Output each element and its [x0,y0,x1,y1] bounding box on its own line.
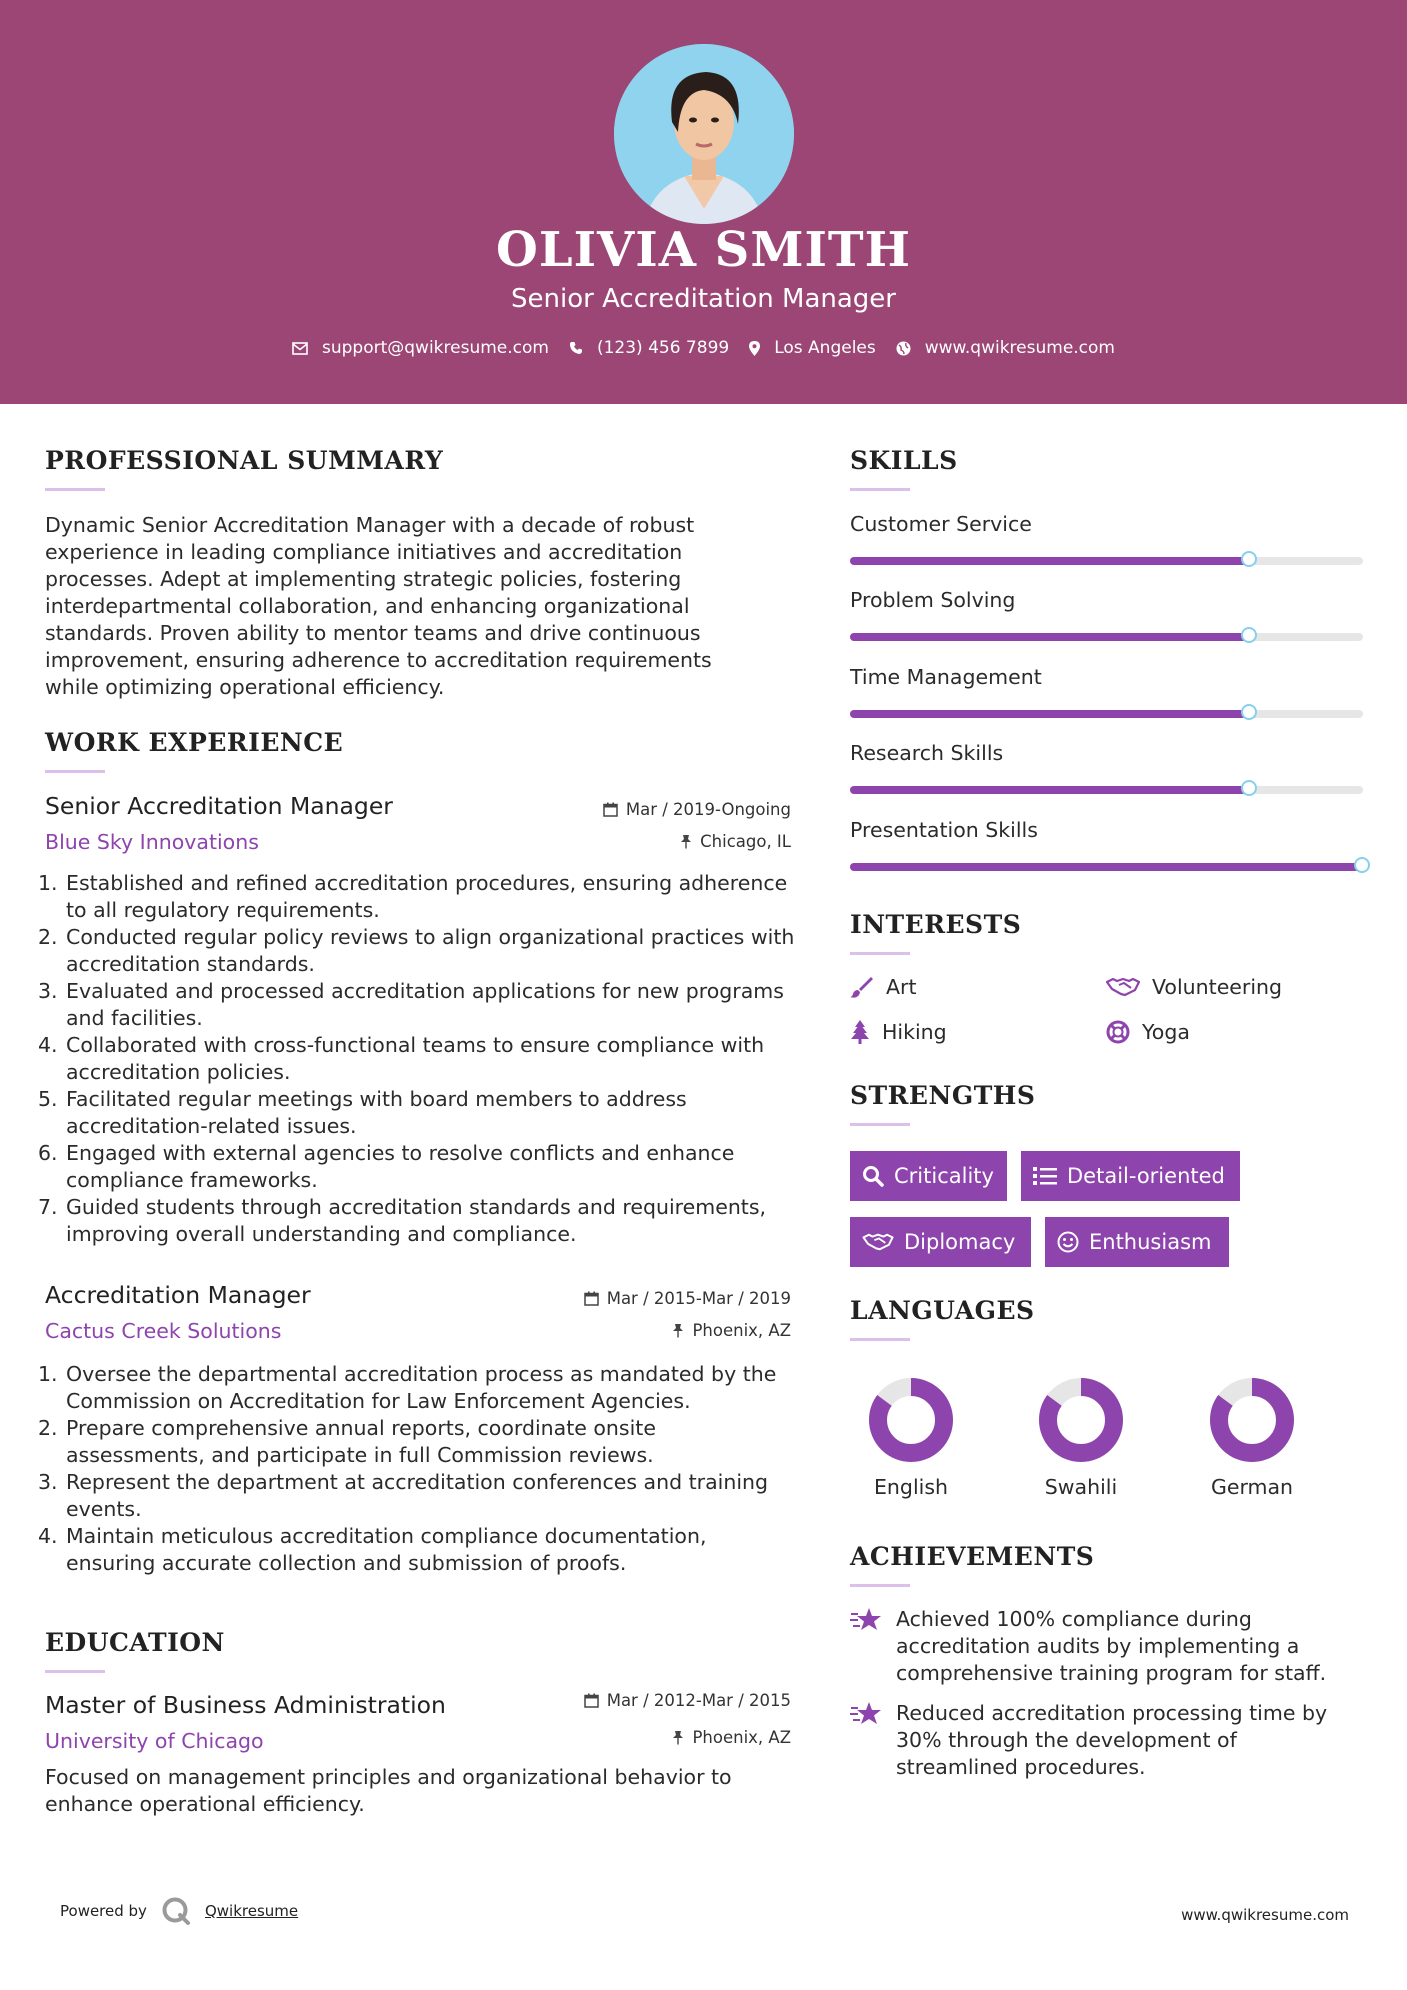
language-label: German [1210,1475,1294,1499]
contact-email-text: support@qwikresume.com [322,338,549,358]
skill-bar-fill [850,633,1250,641]
bullet-text: Facilitated regular meetings with board members to address accreditation-related issues. [66,1087,687,1138]
pushpin-icon [672,1323,684,1338]
paintbrush-icon [850,976,874,998]
job-date [584,1289,791,1308]
interest-item [1106,1020,1190,1044]
skill-label: Problem Solving [850,588,1016,612]
language-item [1021,1375,1141,1499]
summary-underline [45,488,105,491]
skill-label: Research Skills [850,741,1004,765]
bullet-text: Established and refined accreditation procedures, ensuring adherence to all regulatory requirements. [66,871,788,922]
language-label: Swahili [1044,1475,1118,1499]
job-company: Blue Sky Innovations [45,830,259,854]
bullet-text: Collaborated with cross-functional teams to ensure compliance with accreditation policies. [66,1033,765,1084]
achievement-text: Achieved 100% compliance during accreditation audits by implementing a comprehensive training program for staff. [896,1607,1327,1685]
strengths-heading: STRENGTHS [850,1081,1036,1110]
achievement-text: Reduced accreditation processing time by 30% through the development of streamlined procedures. [896,1701,1328,1779]
interest-label: Volunteering [1152,975,1283,999]
list-item: 1. Established and refined accreditation procedures, ensuring adherence to all regulatory requirements. [38,871,788,922]
language-label: English [873,1475,949,1499]
phone-icon [569,341,583,355]
list-item: 3. Evaluated and processed accreditation applications for new programs and facilities. [38,979,784,1030]
contact-bar [0,338,1407,358]
strength-label: Enthusiasm [1089,1230,1212,1254]
skill-bar [850,633,1363,641]
avatar-photo [614,44,794,224]
job-location [680,832,791,851]
skill-bar [850,710,1363,718]
skill-label: Customer Service [850,512,1032,536]
bullet-text: Evaluated and processed accreditation applications for new programs and facilities. [66,979,784,1030]
calendar-icon [603,802,618,817]
summary-heading: PROFESSIONAL SUMMARY [45,446,444,475]
job-role: Senior Accreditation Manager [45,792,393,820]
education-location [672,1728,791,1747]
job-location-text: Phoenix, AZ [692,1321,791,1340]
job-bullets [38,1361,798,1577]
languages-heading: LANGUAGES [850,1296,1035,1325]
interest-label: Yoga [1142,1020,1190,1044]
list-item: 2. Prepare comprehensive annual reports, coordinate onsite assessments, and participate in full Commission reviews. [38,1416,656,1467]
list-item: 6. Engaged with external agencies to resolve conflicts and enhance compliance frameworks. [38,1141,735,1192]
skill-bar-knob[interactable] [1354,857,1370,873]
languages-underline [850,1338,910,1341]
job-location-text: Chicago, IL [700,832,791,851]
education-heading: EDUCATION [45,1628,225,1657]
strength-label: Diplomacy [904,1230,1016,1254]
bullet-text: Maintain meticulous accreditation compliance documentation, ensuring accurate collection and submission of proofs. [66,1524,707,1575]
skill-bar [850,786,1363,794]
contact-phone-text: (123) 456 7899 [596,338,730,358]
education-degree: Master of Business Administration [45,1691,446,1719]
bullet-text: Represent the department at accreditation conferences and training events. [66,1470,769,1521]
skill-bar-knob[interactable] [1241,551,1257,567]
skill-bar-fill [850,710,1250,718]
interest-label: Hiking [882,1020,947,1044]
contact-location [749,338,876,358]
skill-label: Time Management [850,665,1042,689]
strength-tag [850,1151,1007,1201]
pushpin-icon [672,1730,684,1745]
language-item [1192,1375,1312,1499]
bullet-text: Prepare comprehensive annual reports, coordinate onsite assessments, and participate in full Commission reviews. [66,1416,656,1467]
contact-website[interactable] [896,338,1115,358]
skill-bar-knob[interactable] [1241,704,1257,720]
job-location [672,1321,791,1340]
strength-tag [1045,1217,1229,1267]
list-item: 1. Oversee the departmental accreditation process as mandated by the Commission on Accreditation for Law Enforcement Agencies. [38,1362,777,1413]
tree-icon [850,1020,870,1044]
strength-tag [850,1217,1031,1267]
list-icon [1033,1166,1057,1186]
calendar-icon [584,1693,599,1708]
footer-website[interactable]: www.qwikresume.com [1181,1906,1349,1924]
map-pin-icon [749,341,760,356]
strengths-underline [850,1123,910,1126]
education-underline [45,1670,105,1673]
globe-icon [896,341,911,356]
experience-heading: WORK EXPERIENCE [45,728,344,757]
skill-bar-fill [850,557,1250,565]
job-date [603,800,791,819]
handshake-icon [862,1232,894,1252]
calendar-icon [584,1291,599,1306]
strength-label: Criticality [894,1164,994,1188]
list-item: 2. Conducted regular policy reviews to align organizational practices with accreditation standards. [38,925,795,976]
list-item: 4. Collaborated with cross-functional teams to ensure compliance with accreditation policies. [38,1033,765,1084]
bullet-text: Guided students through accreditation standards and requirements, improving overall understanding and compliance. [66,1195,767,1246]
pushpin-icon [680,834,692,849]
interest-item [850,975,917,999]
qwikresume-logo-icon [161,1896,191,1926]
education-date-text: Mar / 2012-Mar / 2015 [606,1691,791,1710]
list-item: 4. Maintain meticulous accreditation compliance documentation, ensuring accurate collection and submission of proofs. [38,1524,707,1575]
list-item: 3. Represent the department at accreditation conferences and training events. [38,1470,769,1521]
language-donut [866,1375,956,1465]
contact-email[interactable] [292,338,549,358]
search-icon [862,1165,884,1187]
job-date-text: Mar / 2015-Mar / 2019 [606,1289,791,1308]
bullet-text: Conducted regular policy reviews to align organizational practices with accreditation standards. [66,925,795,976]
skill-bar-knob[interactable] [1241,780,1257,796]
candidate-name: OLIVIA SMITH [496,222,911,278]
language-item [851,1375,971,1499]
bullet-text: Engaged with external agencies to resolve conflicts and enhance compliance frameworks. [66,1141,735,1192]
language-donut [1207,1375,1297,1465]
footer-powered-by [60,1896,298,1926]
smile-icon [1057,1231,1079,1253]
star-icon [850,1606,882,1634]
education-description: Focused on management principles and organizational behavior to enhance operational efficiency. [45,1765,732,1816]
experience-underline [45,770,105,773]
skill-bar-fill [850,786,1250,794]
interest-item [850,1020,947,1044]
interest-label: Art [886,975,917,999]
education-date [584,1691,791,1710]
achievement-item [850,1700,1346,1781]
education-school: University of Chicago [45,1729,264,1753]
achievements-underline [850,1584,910,1587]
job-role: Accreditation Manager [45,1281,311,1309]
skill-bar [850,863,1363,871]
list-item: 7. Guided students through accreditation standards and requirements, improving overall understanding and compliance. [38,1195,767,1246]
skills-underline [850,488,910,491]
contact-location-text: Los Angeles [774,338,876,358]
strength-tag [1021,1151,1240,1201]
bullet-text: Oversee the departmental accreditation process as mandated by the Commission on Accreditation for Law Enforcement Agencies. [66,1362,777,1413]
language-donut [1036,1375,1126,1465]
lifebuoy-icon [1106,1020,1130,1044]
envelope-icon [292,342,308,355]
qwikresume-link[interactable]: Qwikresume [204,1902,299,1920]
resume-header [0,0,1407,404]
job-company: Cactus Creek Solutions [45,1319,282,1343]
achievements-heading: ACHIEVEMENTS [850,1542,1095,1571]
candidate-title: Senior Accreditation Manager [511,284,896,314]
star-icon [850,1700,882,1728]
strength-label: Detail-oriented [1067,1164,1225,1188]
achievement-item [850,1606,1346,1687]
contact-website-text: www.qwikresume.com [924,338,1115,358]
interests-heading: INTERESTS [850,910,1022,939]
skill-bar [850,557,1363,565]
skills-heading: SKILLS [850,446,958,475]
contact-phone[interactable] [569,338,729,358]
powered-by-text: Powered by [60,1902,147,1920]
job-bullets [38,870,798,1248]
summary-text: Dynamic Senior Accreditation Manager with a decade of robust experience in leading compliance initiatives and accreditation processes. Adept at implementing strategic policies, fostering interdepartmental collaboration, and enhancing organizational standards. Proven ability to mentor teams and drive continuous improvement, ensuring adherence to accreditation requirements while optimizing operational efficiency. [45,513,712,699]
job-date-text: Mar / 2019-Ongoing [625,800,791,819]
skill-bar-knob[interactable] [1241,627,1257,643]
interests-underline [850,952,910,955]
handshake-icon [1106,976,1140,998]
education-location-text: Phoenix, AZ [692,1728,791,1747]
list-item: 5. Facilitated regular meetings with board members to address accreditation-related issues. [38,1087,687,1138]
skill-label: Presentation Skills [850,818,1038,842]
skill-bar-fill [850,863,1363,871]
interest-item [1106,975,1282,999]
profile-photo [614,44,794,224]
